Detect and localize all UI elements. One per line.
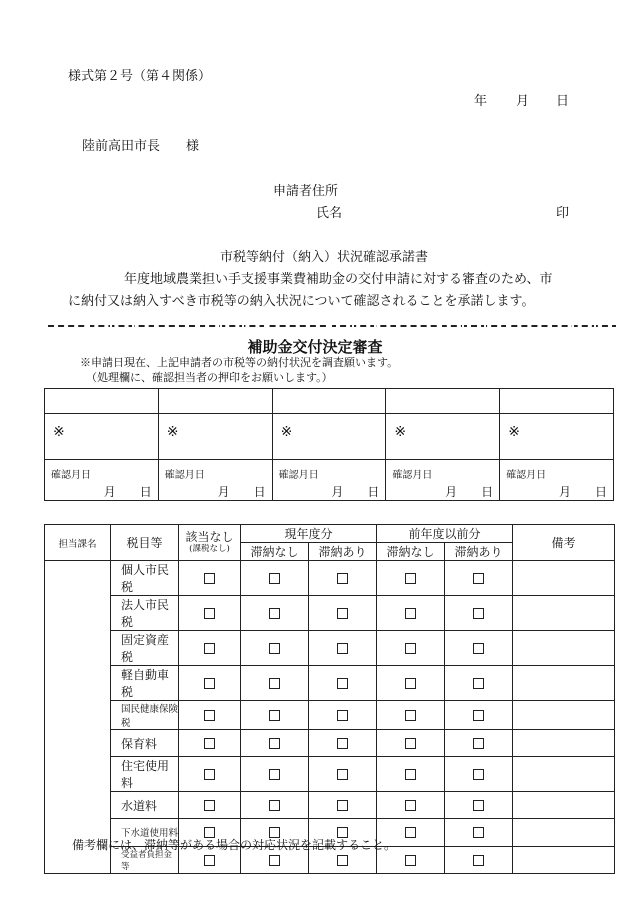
header-not-applicable (179, 525, 241, 561)
confirm-mark-cell[interactable] (158, 414, 272, 460)
checkbox-cell (445, 792, 513, 819)
prior-no-arrears-checkbox[interactable] (405, 800, 416, 811)
header-prior-no-arrears: 滞納なし (377, 543, 445, 561)
header-current-year: 現年度分 (241, 525, 377, 543)
checkbox-cell (377, 666, 445, 701)
table-footnote: 備考欄には、滞納等がある場合の対応状況を記載すること。 (72, 838, 397, 852)
checkbox-cell (309, 730, 377, 757)
confirm-date-cell[interactable] (272, 460, 386, 501)
prior-arrears-checkbox[interactable] (473, 800, 484, 811)
tax-status-table (44, 524, 615, 874)
tax-item-name: 住宅使用料 (111, 757, 179, 792)
checkbox-cell (309, 701, 377, 730)
current-no-arrears-checkbox[interactable] (269, 769, 280, 780)
asterisk-mark: ※ (53, 424, 65, 440)
checkbox-cell (445, 666, 513, 701)
checkbox-cell (445, 757, 513, 792)
prior-no-arrears-checkbox[interactable] (405, 643, 416, 654)
not-applicable-checkbox[interactable] (204, 738, 215, 749)
header-remarks: 備考 (513, 525, 615, 561)
confirm-date-cell[interactable] (158, 460, 272, 501)
not-applicable-checkbox[interactable] (204, 800, 215, 811)
confirm-seal-cell[interactable] (500, 389, 614, 414)
current-arrears-checkbox[interactable] (337, 678, 348, 689)
table-row (45, 561, 615, 596)
asterisk-mark: ※ (508, 424, 520, 440)
header-item: 税目等 (111, 525, 179, 561)
decision-title: 補助金交付決定審査 (247, 338, 383, 356)
tax-item-name: 受益者負担金等 (111, 846, 179, 873)
header-current-no-arrears: 滞納なし (241, 543, 309, 561)
consent-heading: 市税等納付（納入）状況確認承諾書 (220, 250, 429, 265)
remarks-cell[interactable] (513, 730, 615, 757)
remarks-cell[interactable] (513, 792, 615, 819)
confirm-mark-cell[interactable] (500, 414, 614, 460)
remarks-cell[interactable] (513, 666, 615, 701)
applicant-name-label: 氏名 (316, 206, 343, 221)
checkbox-cell (377, 596, 445, 631)
current-arrears-checkbox[interactable] (337, 855, 348, 866)
current-no-arrears-checkbox[interactable] (269, 608, 280, 619)
confirm-mark-cell[interactable] (45, 414, 159, 460)
checkbox-cell (377, 757, 445, 792)
cut-line-gaps (48, 325, 618, 327)
checkbox-cell (179, 730, 241, 757)
checkbox-cell (179, 701, 241, 730)
checkbox-cell (241, 666, 309, 701)
confirm-mark-cell[interactable] (386, 414, 500, 460)
confirm-month-label: 月 (445, 485, 458, 499)
checkbox-cell (445, 596, 513, 631)
tax-item-name: 軽自動車税 (111, 666, 179, 701)
confirm-day-label: 日 (139, 485, 152, 499)
checkbox-cell (309, 792, 377, 819)
asterisk-mark: ※ (280, 424, 293, 440)
not-applicable-checkbox[interactable] (204, 855, 215, 866)
prior-no-arrears-checkbox[interactable] (405, 573, 416, 584)
current-no-arrears-checkbox[interactable] (269, 710, 280, 721)
date-year-label: 年 (474, 94, 488, 109)
confirm-seal-cell[interactable] (272, 389, 386, 414)
confirm-seal-cell[interactable] (386, 389, 500, 414)
table-row (45, 631, 615, 666)
not-applicable-checkbox[interactable] (204, 769, 215, 780)
table-row (45, 701, 615, 730)
confirm-seal-cell[interactable] (45, 389, 159, 414)
checkbox-cell (377, 701, 445, 730)
current-no-arrears-checkbox[interactable] (269, 855, 280, 866)
current-no-arrears-checkbox[interactable] (269, 643, 280, 654)
checkbox-cell (377, 631, 445, 666)
remarks-cell[interactable] (513, 701, 615, 730)
confirm-date-label: 確認月日 (278, 470, 319, 481)
header-current-arrears: 滞納あり (309, 543, 377, 561)
prior-no-arrears-checkbox[interactable] (405, 769, 416, 780)
table-row (45, 596, 615, 631)
checkbox-cell (445, 846, 513, 873)
confirm-day-label: 日 (481, 485, 494, 499)
not-applicable-checkbox[interactable] (204, 710, 215, 721)
current-arrears-checkbox[interactable] (337, 608, 348, 619)
current-no-arrears-checkbox[interactable] (269, 827, 280, 838)
checkbox-cell (377, 792, 445, 819)
checkbox-cell (377, 561, 445, 596)
remarks-cell[interactable] (513, 819, 615, 846)
checkbox-cell (179, 596, 241, 631)
decision-note-1: ※申請日現在、上記申請者の市税等の納付状況を調査願います。 (80, 356, 399, 369)
confirm-date-cell[interactable] (386, 460, 500, 501)
checkbox-cell (445, 561, 513, 596)
prior-arrears-checkbox[interactable] (473, 827, 484, 838)
addressee: 陸前高田市長 様 (82, 139, 200, 154)
confirm-month-label: 月 (217, 485, 230, 499)
prior-arrears-checkbox[interactable] (473, 678, 484, 689)
applicant-address-label: 申請者住所 (273, 184, 339, 199)
confirm-date-label: 確認月日 (392, 470, 433, 481)
current-no-arrears-checkbox[interactable] (269, 678, 280, 689)
asterisk-mark: ※ (166, 424, 179, 440)
current-arrears-checkbox[interactable] (337, 800, 348, 811)
current-arrears-checkbox[interactable] (337, 710, 348, 721)
checkbox-cell (179, 666, 241, 701)
not-applicable-checkbox[interactable] (204, 678, 215, 689)
confirm-day-label: 日 (367, 485, 380, 499)
checkbox-cell (309, 757, 377, 792)
date-month-label: 月 (516, 94, 530, 109)
confirm-day-label: 日 (253, 485, 266, 499)
confirm-date-label: 確認月日 (51, 470, 91, 481)
remarks-cell[interactable] (513, 561, 615, 596)
prior-no-arrears-checkbox[interactable] (405, 738, 416, 749)
current-arrears-checkbox[interactable] (337, 643, 348, 654)
table-row (45, 792, 615, 819)
prior-no-arrears-checkbox[interactable] (405, 710, 416, 721)
table-row (45, 666, 615, 701)
checkbox-cell (241, 596, 309, 631)
checkbox-cell (445, 730, 513, 757)
table-row (45, 730, 615, 757)
checkbox-cell (241, 757, 309, 792)
tax-item-name: 水道料 (111, 792, 179, 819)
tax-item-name: 個人市民税 (111, 561, 179, 596)
header-not-applicable-sub: (課税なし) (189, 544, 230, 555)
tax-item-name: 固定資産税 (111, 631, 179, 666)
current-arrears-checkbox[interactable] (337, 827, 348, 838)
prior-arrears-checkbox[interactable] (473, 573, 484, 584)
consent-line-2: に納付又は納入すべき市税等の納入状況について確認されることを承諾します。 (68, 294, 535, 309)
checkbox-cell (309, 631, 377, 666)
remarks-cell[interactable] (513, 631, 615, 666)
prior-arrears-checkbox[interactable] (473, 710, 484, 721)
consent-line-1: 年度地域農業担い手支援事業費補助金の交付申請に対する審査のため、市 (124, 272, 553, 287)
remarks-cell[interactable] (513, 846, 615, 873)
header-prior-arrears: 滞納あり (445, 543, 513, 561)
checkbox-cell (179, 631, 241, 666)
checkbox-cell (241, 631, 309, 666)
seal-mark: 印 (556, 206, 570, 221)
checkbox-cell (241, 561, 309, 596)
header-prior-years: 前年度以前分 (377, 525, 513, 543)
current-no-arrears-checkbox[interactable] (269, 573, 280, 584)
asterisk-mark: ※ (394, 424, 407, 440)
confirm-date-cell[interactable] (45, 460, 159, 501)
confirm-month-label: 月 (558, 485, 571, 499)
date-day-label: 日 (556, 94, 570, 109)
prior-arrears-checkbox[interactable] (473, 738, 484, 749)
confirm-date-cell[interactable] (500, 460, 614, 501)
confirm-date-label: 確認月日 (164, 470, 205, 481)
checkbox-cell (445, 631, 513, 666)
form-number: 様式第２号（第４関係） (68, 69, 212, 84)
confirmation-boxes (44, 388, 614, 501)
remarks-cell[interactable] (513, 757, 615, 792)
checkbox-cell (241, 701, 309, 730)
not-applicable-checkbox[interactable] (204, 608, 215, 619)
decision-note-2: （処理欄に、確認担当者の押印をお願いします。） (86, 371, 333, 384)
tax-item-name: 法人市民税 (111, 596, 179, 631)
tax-item-name: 保育料 (111, 730, 179, 757)
remarks-cell[interactable] (513, 596, 615, 631)
dept-cell[interactable] (45, 561, 111, 874)
tax-item-name: 下水道使用料 (111, 819, 179, 846)
current-arrears-checkbox[interactable] (337, 738, 348, 749)
checkbox-cell (179, 561, 241, 596)
checkbox-cell (445, 819, 513, 846)
confirm-day-label: 日 (594, 485, 607, 499)
checkbox-cell (377, 730, 445, 757)
prior-arrears-checkbox[interactable] (473, 769, 484, 780)
not-applicable-checkbox[interactable] (204, 573, 215, 584)
table-row (45, 757, 615, 792)
checkbox-cell (309, 561, 377, 596)
current-no-arrears-checkbox[interactable] (269, 738, 280, 749)
checkbox-cell (241, 730, 309, 757)
confirm-month-label: 月 (331, 485, 344, 499)
checkbox-cell (309, 666, 377, 701)
current-no-arrears-checkbox[interactable] (269, 800, 280, 811)
prior-no-arrears-checkbox[interactable] (405, 678, 416, 689)
confirm-seal-cell[interactable] (158, 389, 272, 414)
checkbox-cell (179, 792, 241, 819)
prior-arrears-checkbox[interactable] (473, 608, 484, 619)
confirm-date-label: 確認月日 (506, 470, 547, 481)
checkbox-cell (179, 757, 241, 792)
checkbox-cell (309, 596, 377, 631)
tax-item-name: 国民健康保険税 (111, 701, 179, 730)
prior-no-arrears-checkbox[interactable] (405, 855, 416, 866)
prior-no-arrears-checkbox[interactable] (405, 827, 416, 838)
prior-arrears-checkbox[interactable] (473, 855, 484, 866)
checkbox-cell (241, 792, 309, 819)
not-applicable-checkbox[interactable] (204, 643, 215, 654)
not-applicable-checkbox[interactable] (204, 827, 215, 838)
checkbox-cell (445, 701, 513, 730)
header-dept: 担当課名 (45, 525, 111, 561)
header-not-applicable-label: 該当なし (185, 530, 234, 545)
current-arrears-checkbox[interactable] (337, 769, 348, 780)
confirm-month-label: 月 (103, 485, 116, 499)
current-arrears-checkbox[interactable] (337, 573, 348, 584)
prior-arrears-checkbox[interactable] (473, 643, 484, 654)
confirm-mark-cell[interactable] (272, 414, 386, 460)
prior-no-arrears-checkbox[interactable] (405, 608, 416, 619)
